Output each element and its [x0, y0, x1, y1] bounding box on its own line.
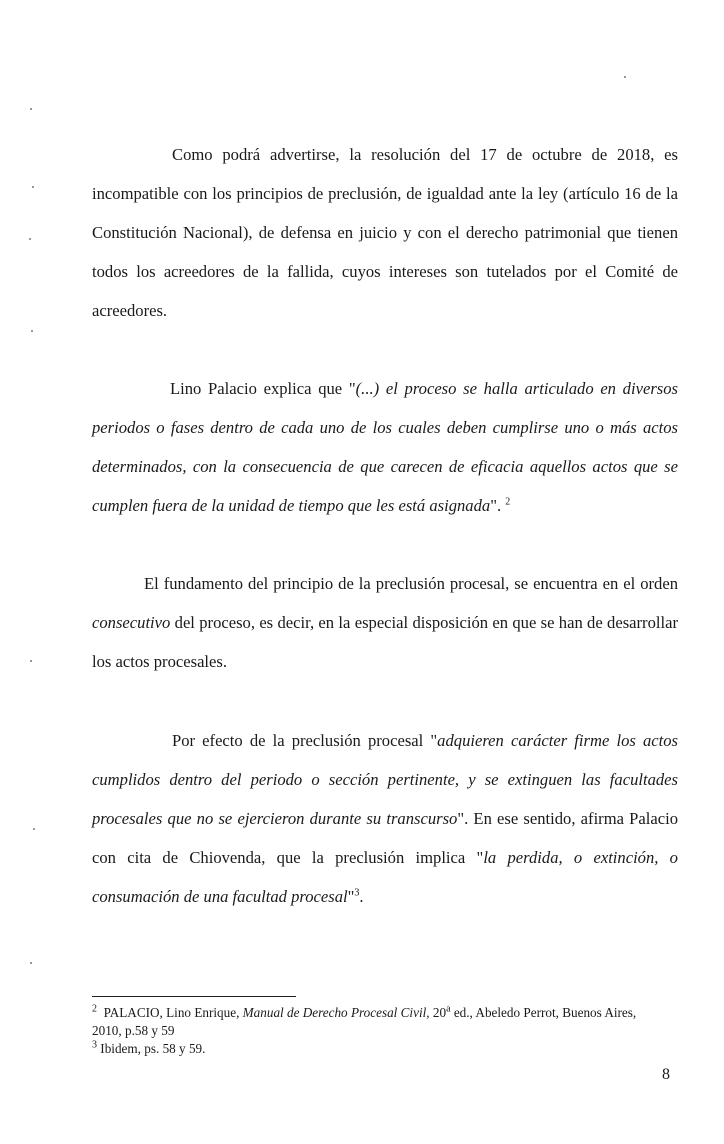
paragraph-1-text: Como podrá advertirse, la resolución del 17 de octubre de 2018, es incompatible con los principios de preclusión, de igualdad ante la ley (artículo 16 de la Constitución Nacional), de defensa en juicio y con el derecho patrimonial que tienen todos los acreedores de la fallida, cuyos intereses son tutelados por el Comité de acreedores.: [92, 145, 678, 320]
paragraph-4: [92, 721, 678, 916]
paragraph-2-quote: (...) el proceso se halla articulado en diversos periodos o fases dentro de cada uno de los cuales deben cumplirse uno o más actos determinados, con la consecuencia de que carecen de eficacia aquellos actos que se cumplen fuera de la unidad de tiempo que les está asignada: [92, 379, 678, 515]
paragraph-2-lead: Lino Palacio explica que ": [170, 379, 356, 398]
footnote-2-text-a: PALACIO, Lino Enrique,: [103, 1005, 243, 1020]
scan-speck: [30, 108, 32, 110]
paragraph-4-text-a: Por efecto de la preclusión procesal ": [172, 731, 438, 750]
footnote-ref-3: 3: [354, 887, 360, 899]
scan-speck: [32, 186, 34, 188]
footnote-2-title: Manual de Derecho Procesal Civil,: [242, 1005, 430, 1020]
paragraph-3-text-a: El fundamento del principio de la preclusión procesal, se encuentra en el orden: [144, 574, 678, 593]
page-number: 8: [662, 1066, 670, 1083]
footnote-ref-2: 2: [505, 496, 511, 508]
footnote-3-text: Ibidem, ps. 58 y 59.: [97, 1041, 206, 1056]
footnote-3: [92, 1040, 652, 1058]
footnote-2-text-b: 20: [429, 1005, 447, 1020]
paragraph-4-text-b: ". En ese sentido, afirma Palacio con cita de Chiovenda, que la preclusión implica ": [92, 809, 678, 867]
scan-speck: [33, 828, 35, 830]
footnote-2-text-c: ed., Abeledo Perrot, Buenos Aires, 2010, p.58 y 59: [92, 1005, 637, 1038]
paragraph-4-end: .: [359, 887, 364, 906]
scan-speck: [30, 962, 32, 964]
paragraph-4-text-c: ": [347, 887, 355, 906]
footnote-divider: [92, 996, 296, 997]
paragraph-3-emphasis: consecutivo: [92, 613, 171, 632]
footnote-3-number: 3: [92, 1039, 97, 1051]
paragraph-2: [92, 369, 678, 525]
paragraph-4-quote-2: la perdida, o extinción, o consumación de una facultad procesal: [92, 848, 678, 906]
paragraph-2-close: ".: [490, 496, 502, 515]
scan-speck: [31, 330, 33, 332]
paragraph-3: [92, 564, 678, 681]
footnote-2-edition-sup: a: [446, 1003, 451, 1015]
footnote-2-number: 2: [92, 1003, 97, 1015]
scan-speck: [624, 76, 626, 78]
paragraph-4-quote-1: adquieren carácter firme los actos cumplidos dentro del periodo o sección pertinente, y se extinguen las facultades procesales que no se ejercieron durante su transcurso: [92, 731, 678, 828]
scan-speck: [30, 660, 32, 662]
footnote-2: [92, 1004, 652, 1040]
footnotes: [92, 1004, 652, 1058]
paragraph-3-text-b: del proceso, es decir, en la especial disposición en que se han de desarrollar los actos procesales.: [92, 613, 678, 671]
paragraph-1: [92, 135, 678, 330]
scan-speck: [29, 238, 31, 240]
